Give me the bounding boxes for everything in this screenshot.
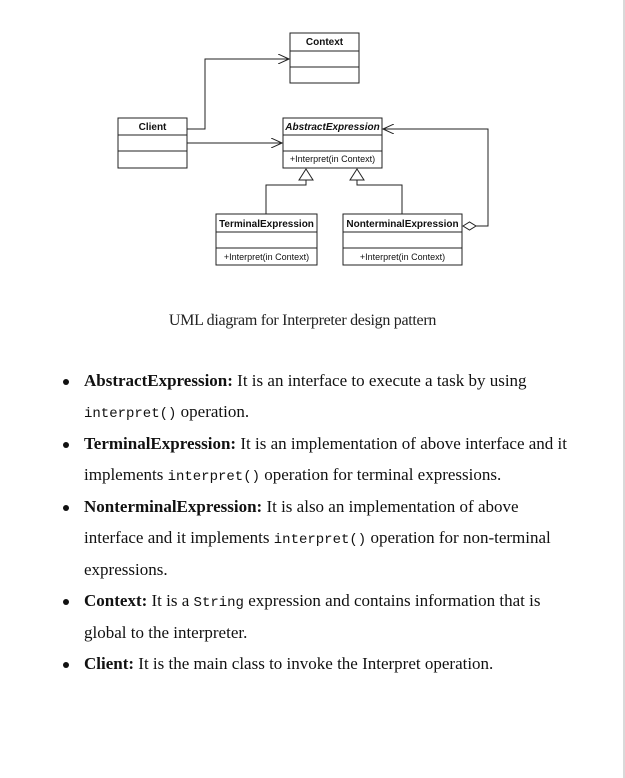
list-item-text-end: operation for terminal expressions. (260, 464, 502, 484)
class-terminal-expression-method: +Interpret(in Context) (223, 252, 310, 262)
list-item-code: interpret() (84, 405, 177, 422)
inheritance-triangle-terminal (299, 169, 313, 180)
list-item-text: It is also an implementation of above interface and it implements (84, 497, 519, 547)
list-item-term: Context: (84, 590, 148, 610)
list-item-term: TerminalExpression: (84, 434, 237, 453)
class-abstract-expression-method: +Interpret(in Context) (289, 154, 376, 164)
list-item-text-end: operation. (176, 401, 250, 421)
list-item (0, 366, 600, 429)
list-item (0, 492, 600, 586)
list-item-term: AbstractExpression: (84, 371, 233, 390)
class-terminal-expression-name: TerminalExpression (219, 219, 314, 230)
bullet-icon (63, 662, 69, 668)
list-item-text-end: operation for non-terminal expressions. (84, 527, 551, 579)
aggregation-diamond (463, 222, 476, 230)
bullet-icon (63, 599, 69, 605)
participant-list (0, 366, 600, 681)
relation-nonterminal-aggregates-abstract (383, 129, 488, 226)
class-client (118, 118, 187, 168)
class-context (290, 33, 359, 83)
bullet-icon (63, 442, 69, 448)
relation-nonterminal-inherits-abstract (357, 180, 402, 214)
class-client-name: Client (138, 122, 167, 133)
relation-client-context (187, 59, 289, 129)
class-nonterminal-expression-method: +Interpret(in Context) (359, 252, 446, 262)
class-abstract-expression (283, 118, 382, 168)
class-nonterminal-expression (343, 214, 462, 265)
list-item-code: interpret() (273, 531, 367, 548)
list-item (0, 649, 600, 682)
list-item (0, 429, 600, 492)
list-item-text: It is an implementation of above interface and it implements (84, 434, 568, 484)
bullet-icon (63, 379, 69, 385)
list-item-code: String (193, 594, 244, 611)
list-item-text: It is a (147, 590, 194, 610)
list-item-text-end: expression and contains information that is global to the interpreter. (84, 590, 541, 642)
class-terminal-expression (216, 214, 317, 265)
inheritance-triangle-nonterminal (350, 169, 364, 180)
list-item-text: It is the main class to invoke the Interpret operation. (134, 653, 494, 673)
list-item-text: It is an interface to execute a task by using (232, 371, 527, 390)
class-context-name: Context (305, 37, 344, 48)
class-nonterminal-expression-name: NonterminalExpression (346, 219, 459, 230)
list-item-code: interpret() (167, 468, 260, 485)
diagram-caption: UML diagram for Interpreter design pattern (168, 312, 437, 329)
list-item-term: Client: (84, 653, 135, 673)
class-abstract-expression-name: AbstractExpression (285, 122, 380, 133)
uml-diagram (0, 0, 625, 300)
bullet-icon (63, 505, 69, 511)
list-item-term: NonterminalExpression: (84, 497, 263, 516)
list-item (0, 586, 600, 649)
relation-terminal-inherits-abstract (266, 180, 306, 214)
